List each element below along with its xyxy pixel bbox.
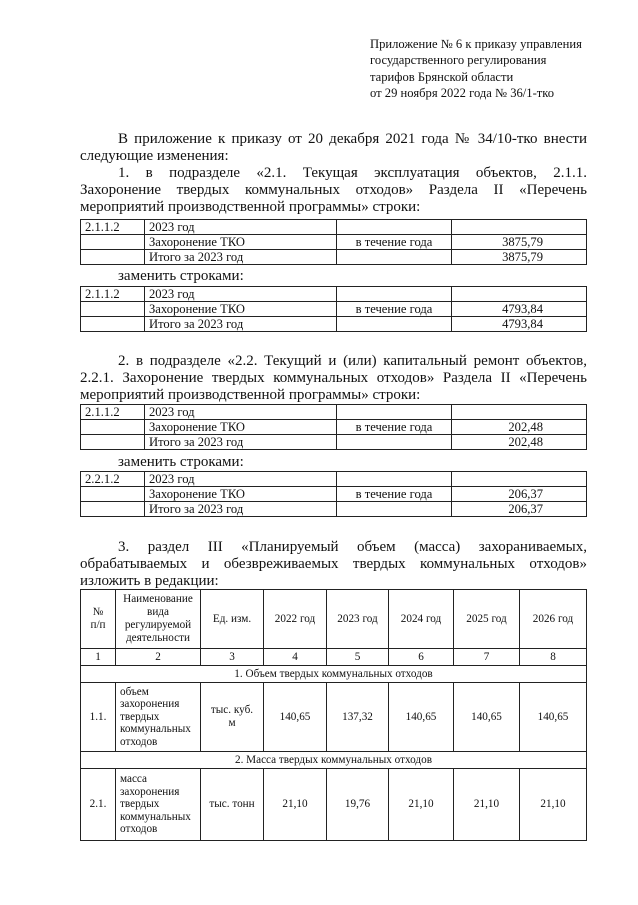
activity-name: Захоронение ТКО	[145, 235, 337, 250]
table-row	[81, 287, 587, 302]
activity-header: Наименование вида регулируемой деятельности	[116, 590, 201, 649]
row-number: 2.1.	[81, 769, 116, 841]
value-cell: 137,32	[327, 683, 389, 752]
row-number: 1.1.	[81, 683, 116, 752]
year-header: 2023 год	[327, 590, 389, 649]
item-2-paragraph	[80, 353, 587, 403]
total-label: Итого за 2023 год	[145, 502, 337, 517]
table-row	[81, 435, 587, 450]
row-code: 2.1.1.2	[81, 405, 145, 420]
item-line: Захоронение твердых коммунальных отходов» Раздела II «Перечень	[80, 181, 587, 198]
column-number: 6	[389, 649, 454, 666]
value-cell: 140,65	[454, 683, 520, 752]
row-unit: тыс. тонн	[201, 769, 264, 841]
year-header: 2024 год	[389, 590, 454, 649]
column-number: 8	[520, 649, 587, 666]
table-row	[81, 472, 587, 487]
table-row	[81, 502, 587, 517]
item-line: изложить в редакции:	[80, 572, 219, 589]
amount: 3875,79	[452, 235, 587, 250]
rows-table-original-2	[80, 404, 587, 450]
rows-table-replacement-1	[80, 286, 587, 332]
total-label: Итого за 2023 год	[145, 250, 337, 265]
table-row	[81, 317, 587, 332]
column-number: 3	[201, 649, 264, 666]
period: в течение года	[337, 235, 452, 250]
table-row	[81, 487, 587, 502]
section-title: 1. Объем твердых коммунальных отходов	[81, 666, 587, 683]
activity-name: Захоронение ТКО	[145, 420, 337, 435]
table-row	[81, 220, 587, 235]
column-number: 4	[264, 649, 327, 666]
year-label: 2023 год	[145, 472, 337, 487]
value-cell: 21,10	[389, 769, 454, 841]
row-code: 2.1.1.2	[81, 220, 145, 235]
amount: 202,48	[452, 420, 587, 435]
year-header: 2022 год	[264, 590, 327, 649]
row-code: 2.2.1.2	[81, 472, 145, 487]
value-cell: 21,10	[454, 769, 520, 841]
item-line: 2.2.1. Захоронение твердых коммунальных отходов» Раздела II «Перечень	[80, 369, 587, 386]
year-header: 2025 год	[454, 590, 520, 649]
column-number: 5	[327, 649, 389, 666]
appendix-header	[370, 36, 620, 101]
period: в течение года	[337, 487, 452, 502]
activity-name: Захоронение ТКО	[145, 487, 337, 502]
section-row	[81, 752, 587, 769]
column-number-row	[81, 649, 587, 666]
intro-paragraph	[80, 131, 587, 165]
value-cell: 140,65	[389, 683, 454, 752]
table-row	[81, 420, 587, 435]
rows-table-replacement-2	[80, 471, 587, 517]
amount: 4793,84	[452, 302, 587, 317]
intro-line: В приложение к приказу от 20 декабря 2021 года № 34/10-тко внести	[118, 131, 587, 147]
table-row	[81, 235, 587, 250]
year-label: 2023 год	[145, 220, 337, 235]
planned-volume-table	[80, 589, 587, 841]
total-amount: 3875,79	[452, 250, 587, 265]
unit-header: Ед. изм.	[201, 590, 264, 649]
value-cell: 19,76	[327, 769, 389, 841]
item-line: мероприятий производственной программы» строки:	[80, 198, 421, 215]
header-row	[81, 590, 587, 649]
year-header: 2026 год	[520, 590, 587, 649]
year-label: 2023 год	[145, 287, 337, 302]
activity-name: Захоронение ТКО	[145, 302, 337, 317]
item-line: мероприятий производственной программы» строки:	[80, 386, 421, 403]
intro-line: следующие изменения:	[80, 147, 229, 164]
amount: 206,37	[452, 487, 587, 502]
header-line: Приложение № 6 к приказу управления	[370, 37, 582, 51]
section-row	[81, 666, 587, 683]
total-amount: 202,48	[452, 435, 587, 450]
total-amount: 206,37	[452, 502, 587, 517]
column-number: 1	[81, 649, 116, 666]
header-line: тарифов Брянской области	[370, 69, 514, 84]
column-number: 2	[116, 649, 201, 666]
period: в течение года	[337, 420, 452, 435]
row-name: объем захоронения твердых коммунальных отходов	[116, 683, 201, 752]
item-line: 2. в подразделе «2.2. Текущий и (или) капитальный ремонт объектов,	[118, 353, 587, 369]
item-3-paragraph	[80, 539, 587, 589]
period: в течение года	[337, 302, 452, 317]
table-row	[81, 405, 587, 420]
value-cell: 140,65	[264, 683, 327, 752]
column-number: 7	[454, 649, 520, 666]
item-line: обрабатываемых и обезвреживаемых твердых коммунальных отходов»	[80, 555, 587, 572]
header-line: государственного регулирования	[370, 53, 547, 68]
num-header: № п/п	[81, 590, 116, 649]
table-row	[81, 250, 587, 265]
item-line: 3. раздел III «Планируемый объем (масса) захораниваемых,	[118, 539, 587, 555]
value-cell: 21,10	[520, 769, 587, 841]
total-label: Итого за 2023 год	[145, 435, 337, 450]
year-label: 2023 год	[145, 405, 337, 420]
total-amount: 4793,84	[452, 317, 587, 332]
value-cell: 140,65	[520, 683, 587, 752]
section-title: 2. Масса твердых коммунальных отходов	[81, 752, 587, 769]
total-label: Итого за 2023 год	[145, 317, 337, 332]
value-cell: 21,10	[264, 769, 327, 841]
rows-table-original-1	[80, 219, 587, 265]
replace-label: заменить строками:	[118, 268, 244, 284]
table-row	[81, 683, 587, 752]
replace-label: заменить строками:	[118, 454, 244, 470]
header-line: от 29 ноября 2022 года № 36/1-тко	[370, 85, 555, 100]
row-name: масса захоронения твердых коммунальных отходов	[116, 769, 201, 841]
row-unit: тыс. куб. м	[201, 683, 264, 752]
item-1-paragraph	[80, 165, 587, 215]
table-row	[81, 769, 587, 841]
row-code: 2.1.1.2	[81, 287, 145, 302]
table-row	[81, 302, 587, 317]
item-line: 1. в подразделе «2.1. Текущая эксплуатация объектов, 2.1.1.	[118, 165, 587, 181]
